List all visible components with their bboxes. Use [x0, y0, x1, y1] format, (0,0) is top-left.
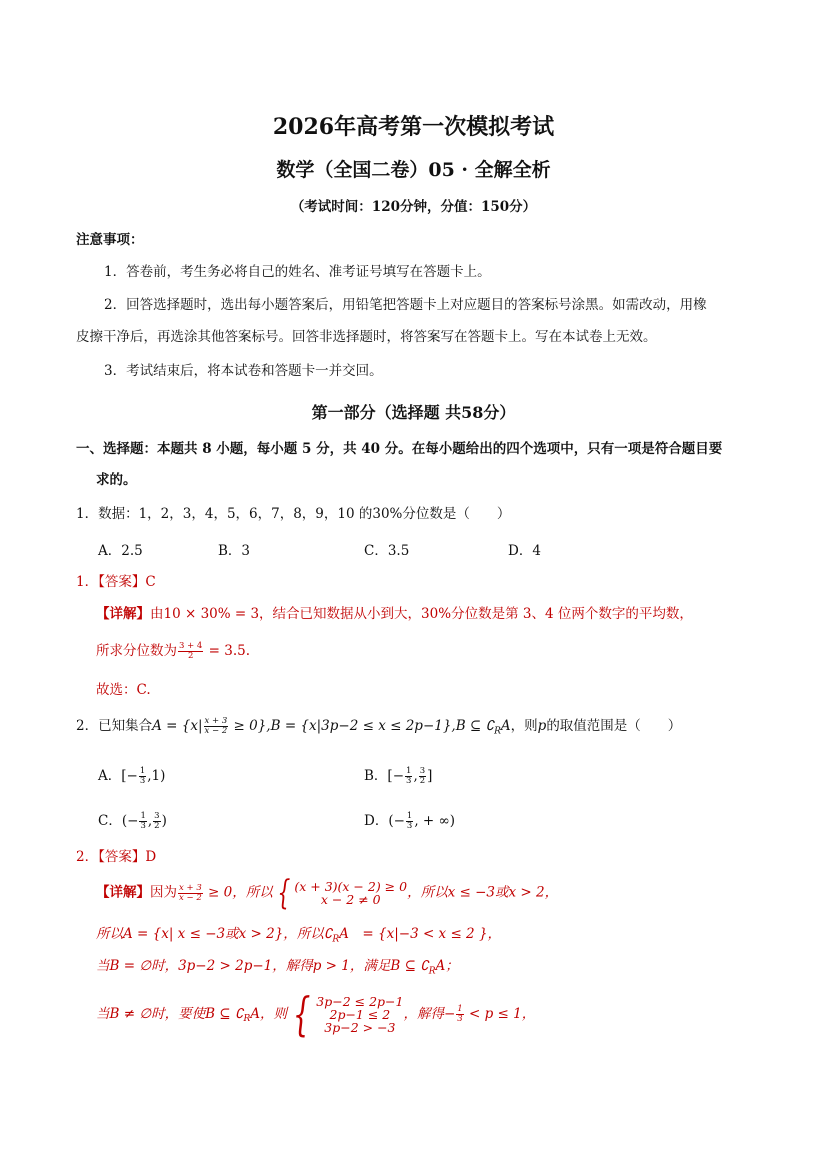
q2-detail-line4	[96, 987, 536, 1041]
q2-setA-post: ≥ 0},	[229, 718, 271, 734]
section-instruction: 一、选择题：本题共 8 小题，每小题 5 分，共 40 分。在每小题给出的四个选项中，只有一项是符合题目要	[76, 441, 723, 457]
q2-d1-row1: (x + 3)(x − 2) ≥ 0	[294, 879, 408, 894]
q2-option-b-mid: ,	[413, 768, 418, 784]
q2-d3-post: A；	[435, 958, 459, 974]
q2-option-a-den: 3	[139, 776, 146, 786]
q2-d4-num: 1	[457, 1003, 463, 1014]
q2-option-b-label: B．	[364, 768, 388, 784]
q2-d4-pre: 当B ≠ ∅时，要使B ⊆ ∁	[96, 1006, 244, 1022]
q2-stem-pre: 2．已知集合	[76, 718, 153, 734]
q2-d1-pre: 因为	[150, 884, 177, 901]
q1-option-c: C．3.5	[364, 543, 410, 559]
q2-option-a-left: [−	[121, 768, 138, 784]
q2-stem-A-tail: A	[500, 718, 511, 734]
q1-frac-num: 3 + 4	[179, 641, 203, 651]
q2-stem	[76, 716, 681, 742]
q2-stem-fraction	[204, 717, 229, 736]
q2-option-c-label: C．	[98, 813, 122, 829]
q2-detail-tag: 【详解】	[96, 884, 150, 901]
q2-d1-frac	[178, 884, 203, 903]
q2-d4-frac	[456, 1005, 463, 1024]
q2-d4-R: R	[243, 1014, 251, 1025]
q2-detail-line1	[96, 873, 559, 913]
q2-option-b-frac2	[419, 767, 426, 786]
q2-stem-post: ，则	[510, 718, 538, 734]
notes-heading: 注意事项：	[76, 232, 144, 248]
q2-d4-post: < p ≤ 1，	[464, 1006, 536, 1022]
q2-stem-p: p	[537, 718, 547, 734]
q2-answer: 2．【答案】D	[76, 849, 157, 865]
section-title: 第一部分（选择题 共58分）	[311, 403, 516, 422]
q2-option-d-label: D．	[364, 813, 389, 829]
note-item-2-cont: 皮擦干净后，再选涂其他答案标号。回答非选择题时，将答案写在答题卡上。写在本试卷上无效。	[76, 329, 657, 345]
q2-option-b-left: [−	[387, 768, 405, 784]
q1-detail-line2-post: = 3.5.	[204, 643, 250, 659]
q2-option-d-left: (−	[388, 813, 405, 829]
q2-stem-frac-den: x − 2	[204, 726, 228, 736]
q1-detail-line2	[96, 641, 250, 661]
q2-d1-den: x − 2	[179, 892, 202, 903]
note-item-1: 1．答卷前，考生务必将自己的姓名、准考证号填写在答题卡上。	[104, 264, 491, 280]
q1-option-b: B．3	[218, 543, 251, 559]
q2-d2: 所以A = {x| x ≤ −3或x > 2}，所以∁	[96, 926, 333, 942]
q2-d1-system	[273, 873, 408, 913]
q2-option-a	[98, 764, 165, 786]
q2-d4-brace: {	[292, 987, 311, 1041]
q1-answer: 1．【答案】C	[76, 574, 156, 590]
q2-option-c	[98, 809, 167, 831]
q2-detail-line3	[96, 956, 459, 982]
q2-stem-R: R	[494, 726, 501, 737]
q2-option-b-num: 1	[406, 766, 412, 776]
q2-option-d	[364, 809, 455, 831]
q2-option-a-num: 1	[139, 766, 146, 776]
q1-fraction	[178, 642, 203, 661]
q2-d1-brace: {	[277, 873, 291, 913]
q1-option-d: D．4	[508, 543, 541, 559]
q2-d1-row2: x − 2 ≠ 0	[320, 892, 381, 907]
q1-option-a: A．2.5	[98, 543, 143, 559]
note-item-2: 2．回答选择题时，选出每小题答案后，用铅笔把答题卡上对应题目的答案标号涂黑。如需改动，用橡	[104, 297, 707, 313]
q1-conclusion: 故选：C.	[96, 682, 151, 698]
q2-option-b-frac1	[405, 767, 412, 786]
q2-setA-pre: A = {x|	[152, 718, 203, 734]
q2-option-c-frac2	[153, 812, 160, 831]
q2-option-c-right: )	[161, 813, 167, 829]
q2-d2-R: R	[332, 934, 340, 945]
q2-option-d-frac	[406, 812, 413, 831]
q2-option-b-right: ]	[427, 768, 433, 784]
q1-stem: 1．数据：1，2，3，4，5，6，7，8，9，10 的30%分位数是（ ）	[76, 506, 511, 522]
q2-d1-num: x + 3	[179, 882, 202, 893]
q2-option-a-frac	[139, 767, 146, 786]
q2-option-b-den: 3	[406, 776, 412, 786]
q1-detail	[96, 604, 693, 624]
q2-option-d-den: 3	[406, 821, 413, 831]
q2-option-d-right: , + ∞)	[414, 813, 456, 829]
q2-d4-den: 3	[457, 1013, 463, 1024]
q1-frac-den: 2	[187, 651, 194, 661]
q2-stem-frac-num: x + 3	[204, 716, 228, 726]
q2-option-b	[364, 764, 432, 786]
q2-option-b-num2: 3	[419, 766, 426, 776]
q2-d2-post: A = {x|−3 < x ≤ 2 }，	[339, 926, 502, 942]
q2-option-c-mid: ,	[147, 813, 153, 829]
q1-detail-line2-pre: 所求分位数为	[96, 643, 177, 659]
q2-d4-system	[287, 987, 404, 1041]
page-title: 2026年高考第一次模拟考试	[272, 114, 555, 140]
q2-option-b-den2: 2	[419, 776, 426, 786]
q2-d4-row1: 3p−2 ≤ 2p−1	[316, 993, 404, 1009]
q2-d4-post-pre: ，解得−	[403, 1006, 456, 1022]
q2-detail-line2	[96, 924, 501, 950]
q2-stem-end: 的取值范围是（ ）	[546, 718, 682, 734]
q2-d1-ge: ≥ 0，所以	[203, 884, 273, 901]
q2-setB: B = {x|3p−2 ≤ x ≤ 2p−1},B ⊆ ∁	[270, 718, 495, 734]
q2-d3-pre: 当B = ∅时，3p−2 > 2p−1，解得p > 1，满足B ⊆ ∁	[96, 958, 429, 974]
q2-d3-R: R	[428, 966, 436, 977]
note-item-3: 3．考试结束后，将本试卷和答题卡一并交回。	[104, 363, 383, 379]
q2-option-a-label: A．	[98, 768, 122, 784]
q2-d1-rows	[294, 880, 407, 906]
q2-option-c-den: 3	[140, 821, 146, 831]
q2-option-c-frac1	[139, 812, 146, 831]
exam-meta: （考试时间：120分钟，分值：150分）	[290, 199, 537, 215]
q2-d4-row3: 3p−2 > −3	[324, 1019, 396, 1035]
q1-detail-tag: 【详解】	[96, 606, 150, 622]
q2-option-d-num: 1	[406, 811, 413, 821]
section-instruction-cont: 求的。	[96, 472, 137, 488]
q2-d4-rows	[316, 995, 403, 1034]
q2-option-c-num: 1	[140, 811, 146, 821]
q2-option-c-left: (−	[121, 813, 139, 829]
q2-option-a-right: ,1)	[147, 768, 166, 784]
q1-detail-line1: 由10 × 30% = 3，结合已知数据从小到大，30%分位数是第 3、4 位两个数字的平均数，	[150, 606, 693, 622]
q2-option-c-num2: 3	[154, 811, 160, 821]
page-subtitle: 数学（全国二卷）05 · 全解全析	[276, 159, 551, 181]
q2-d4-mid: A，则	[250, 1006, 288, 1022]
q2-option-c-den2: 2	[154, 821, 160, 831]
q2-d1-post: ，所以x ≤ −3或x > 2，	[407, 884, 559, 901]
q2-d4-row2: 2p−1 ≤ 2	[329, 1006, 391, 1022]
